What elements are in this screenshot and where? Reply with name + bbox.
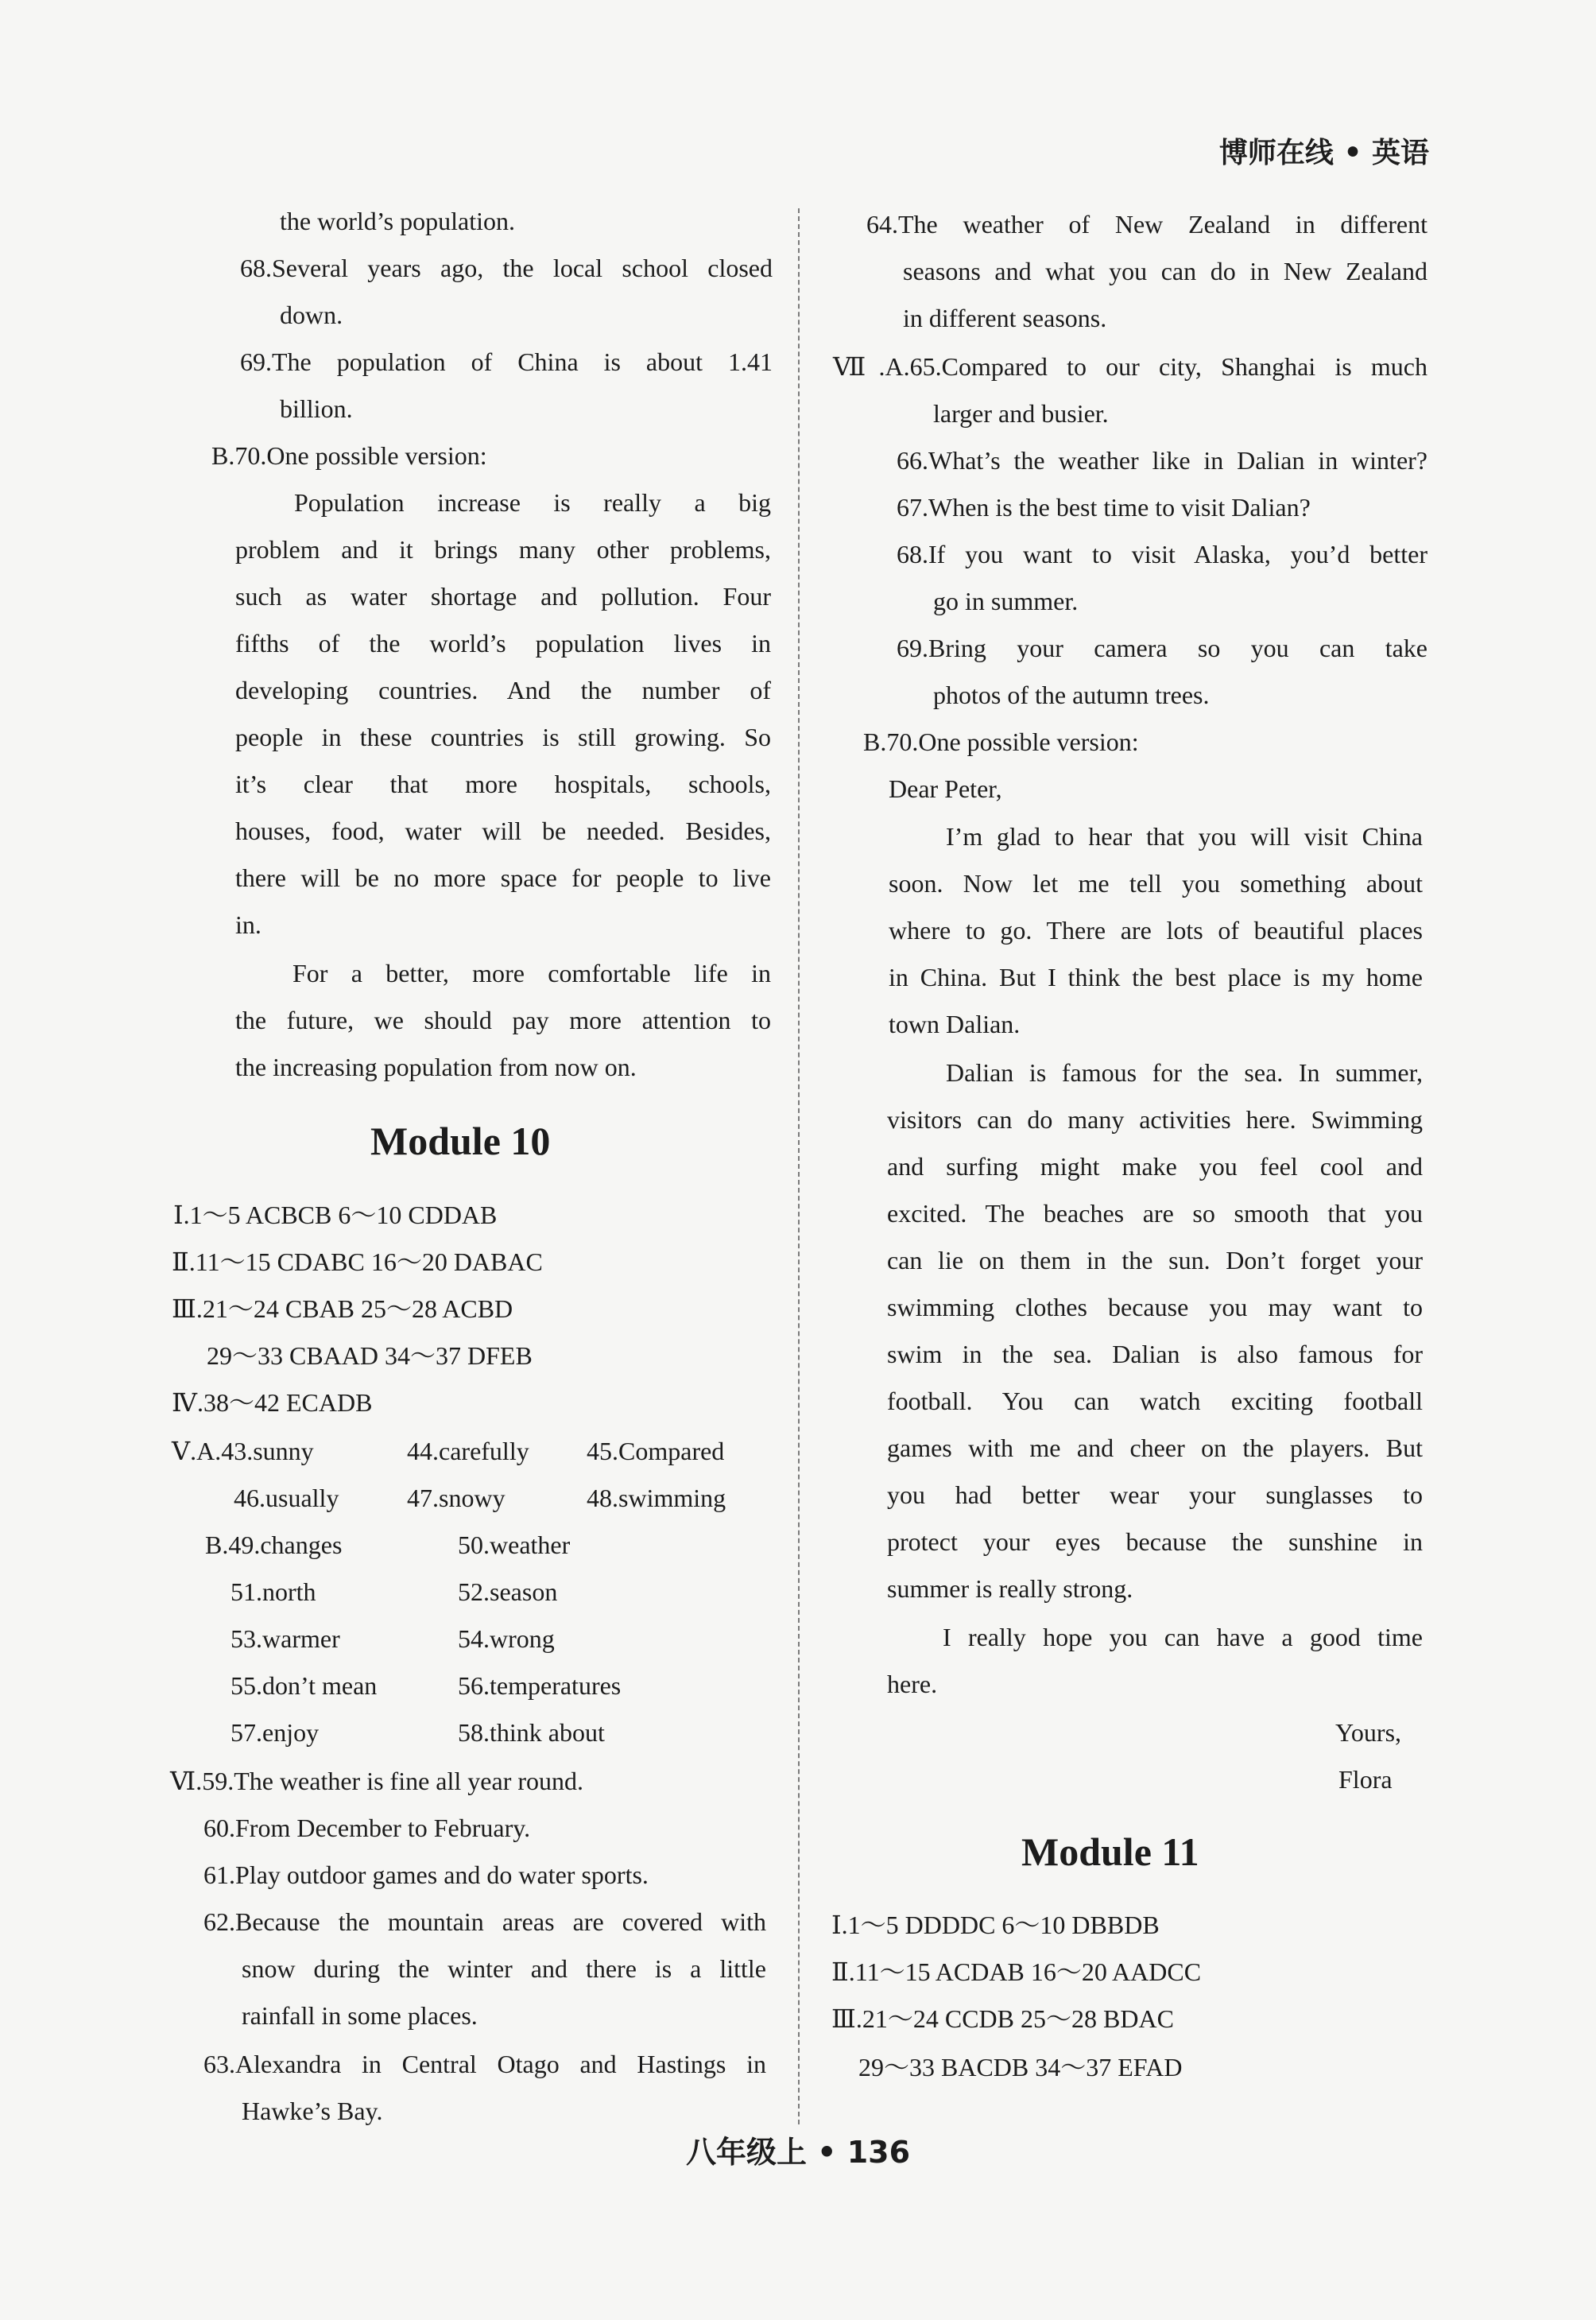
text-line: here. [887, 1670, 938, 1698]
answer-item: B.49.changes [205, 1531, 343, 1559]
text-line: I really hope you can have a good time [943, 1623, 1423, 1651]
text-line: in. [235, 910, 261, 939]
answer-item: 44.carefully [407, 1437, 529, 1465]
text-line: games with me and cheer on the players. But [887, 1434, 1423, 1462]
text-line: Dear Peter, [889, 774, 1002, 803]
answer-line: Ⅱ.11～15 CDABC 16～20 DABAC [172, 1247, 543, 1276]
text-line: such as water shortage and pollution. Four [235, 582, 771, 611]
text-line: visitors can do many activities here. Swimming [887, 1105, 1423, 1134]
page-footer: 八年级上 • 136 [685, 2135, 911, 2170]
answer-item: 50.weather [458, 1531, 571, 1559]
answer-line: 63.Alexandra in Central Otago and Hastings in [203, 2050, 766, 2078]
answer-line: 29～33 BACDB 34～37 EFAD [858, 2053, 1183, 2081]
answer-line: Ⅲ.21～24 CCDB 25～28 BDAC [831, 2004, 1174, 2033]
text-line: billion. [280, 394, 353, 423]
answer-item: 53.warmer [230, 1624, 340, 1653]
text-line: can lie on them in the sun. Don’t forget your [887, 1246, 1423, 1274]
answer-line: Ⅵ.59.The weather is fine all year round. [170, 1767, 583, 1795]
answer-item: 46.usually [234, 1484, 339, 1512]
answer-item: 55.don’t mean [230, 1671, 378, 1700]
text-line: people in these countries is still growing. So [235, 723, 771, 751]
text-line: 67.When is the best time to visit Dalian? [897, 493, 1311, 522]
text-line: the world’s population. [280, 207, 515, 235]
text-line: 69.The population of China is about 1.41 [240, 347, 773, 376]
text-line: swim in the sea. Dalian is also famous for [887, 1340, 1423, 1368]
text-line: football. You can watch exciting football [887, 1387, 1423, 1415]
answer-line: rainfall in some places. [242, 2001, 478, 2030]
text-line: larger and busier. [933, 399, 1109, 428]
text-line: the increasing population from now on. [235, 1053, 637, 1081]
answer-line: 61.Play outdoor games and do water sports. [203, 1860, 649, 1889]
answer-line: Ⅰ.1～5 DDDDC 6～10 DBBDB [831, 1911, 1160, 1939]
text-line: it’s clear that more hospitals, schools, [235, 770, 771, 798]
text-line: 68.If you want to visit Alaska, you’d better [897, 540, 1427, 568]
text-line: swimming clothes because you may want to [887, 1293, 1423, 1321]
answer-item: 51.north [230, 1577, 316, 1606]
text-line: Dalian is famous for the sea. In summer, [946, 1058, 1423, 1087]
text-line: there will be no more space for people to live [235, 863, 771, 892]
module-heading: Module 11 [1021, 1829, 1199, 1874]
answer-item: 57.enjoy [230, 1718, 320, 1747]
text-line: 64.The weather of New Zealand in different [866, 210, 1427, 239]
text-line: go in summer. [933, 587, 1079, 615]
answer-item: Ⅴ.A.43.sunny [172, 1437, 314, 1465]
answer-item: 54.wrong [458, 1624, 555, 1653]
text-line: I’m glad to hear that you will visit China [946, 822, 1423, 851]
answer-item: 52.season [458, 1577, 558, 1606]
answer-item: 48.swimming [587, 1484, 726, 1512]
text-line: summer is really strong. [887, 1574, 1133, 1603]
text-line: B.70.One possible version: [863, 727, 1139, 756]
text-line: and surfing might make you feel cool and [887, 1152, 1423, 1181]
text-line: seasons and what you can do in New Zealand [903, 257, 1427, 285]
answer-line: Hawke’s Bay. [242, 2097, 383, 2125]
letter-closing: Yours, [1335, 1718, 1402, 1747]
column-divider [798, 208, 800, 2124]
module-heading: Module 10 [370, 1119, 551, 1163]
text-line: developing countries. And the number of [235, 676, 771, 704]
answer-item: 56.temperatures [458, 1671, 622, 1700]
text-line: For a better, more comfortable life in [292, 959, 771, 987]
text-line: houses, food, water will be needed. Besides, [235, 817, 771, 845]
text-line: B.70.One possible version: [211, 441, 487, 470]
answer-line: 60.From December to February. [203, 1814, 531, 1842]
text-line: where to go. There are lots of beautiful places [889, 916, 1423, 945]
text-line: excited. The beaches are so smooth that you [887, 1199, 1423, 1228]
answer-item: 45.Compared [587, 1437, 725, 1465]
letter-signature: Flora [1338, 1765, 1393, 1794]
text-line: soon. Now let me tell you something about [889, 869, 1423, 898]
answer-line: Ⅳ.38～42 ECADB [172, 1388, 373, 1417]
text-line: the future, we should pay more attention to [235, 1006, 771, 1034]
text-line: 69.Bring your camera so you can take [897, 634, 1427, 662]
text-line: fifths of the world’s population lives in [235, 629, 771, 658]
text-line: down. [280, 301, 343, 329]
header-title: 博师在线 • 英语 [1218, 136, 1429, 169]
answer-line: 62.Because the mountain areas are covered with [203, 1907, 766, 1936]
text-line: Ⅶ.A.65.Compared to our city, Shanghai is much [833, 352, 1427, 381]
answer-item: 47.snowy [407, 1484, 506, 1512]
text-line: protect your eyes because the sunshine in [887, 1527, 1423, 1556]
text-line: Population increase is really a big [294, 488, 771, 517]
text-line: problem and it brings many other problems, [235, 535, 771, 564]
text-line: in China. But I think the best place is my home [889, 963, 1423, 991]
text-line: town Dalian. [889, 1010, 1021, 1038]
text-line: photos of the autumn trees. [933, 681, 1210, 709]
answer-line: snow during the winter and there is a little [242, 1954, 766, 1983]
answer-line: Ⅰ.1～5 ACBCB 6～10 CDDAB [173, 1201, 498, 1229]
answer-line: Ⅱ.11～15 ACDAB 16～20 AADCC [831, 1957, 1202, 1986]
answer-line: Ⅲ.21～24 CBAB 25～28 ACBD [172, 1294, 513, 1323]
answer-line: 29～33 CBAAD 34～37 DFEB [207, 1341, 533, 1370]
text-line: 68.Several years ago, the local school closed [240, 254, 773, 282]
text-line: you had better wear your sunglasses to [887, 1480, 1423, 1509]
text-line: in different seasons. [903, 304, 1107, 332]
text-line: 66.What’s the weather like in Dalian in winter? [897, 446, 1427, 475]
answer-item: 58.think about [458, 1718, 605, 1747]
